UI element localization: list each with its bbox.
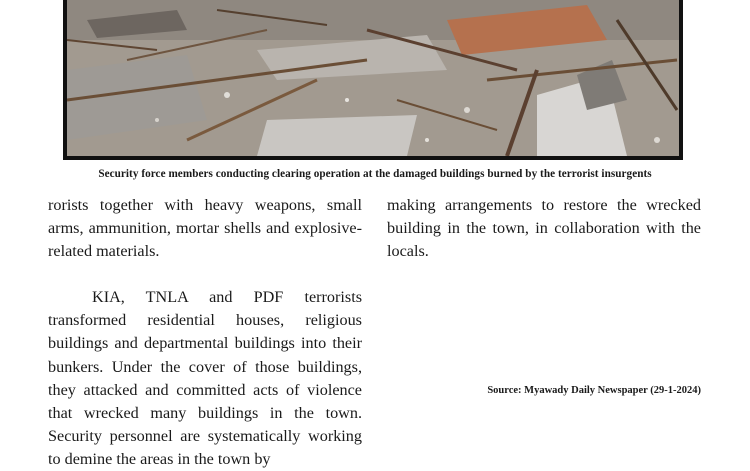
rubble-illustration	[67, 0, 679, 156]
left-paragraph-2: KIA, TNLA and PDF terrorists transformed residential houses, religious buildings and departmental buildings into their bunkers. Under the cover of those buildings, they attacked and committed acts of violence that wrecked many buildings in the town. Security personnel are systematically working to demine the areas in the town by	[48, 288, 362, 468]
rubble-photo	[67, 0, 679, 156]
photo-caption: Security force members conducting clearing operation at the damaged buildings burned by the terrorist insurgents	[98, 168, 652, 180]
news-photo-frame	[63, 0, 683, 160]
left-column	[48, 194, 362, 471]
source-credit: Source: Myawady Daily Newspaper (29-1-2024)	[487, 385, 701, 396]
right-paragraph-1: making arrangements to restore the wrecked building in the town, in collaboration with the locals.	[387, 196, 701, 261]
paragraph-gap	[48, 263, 362, 286]
right-column	[387, 194, 701, 263]
left-paragraph-1: rorists together with heavy weapons, small arms, ammunition, mortar shells and explosive-related materials.	[48, 196, 362, 261]
